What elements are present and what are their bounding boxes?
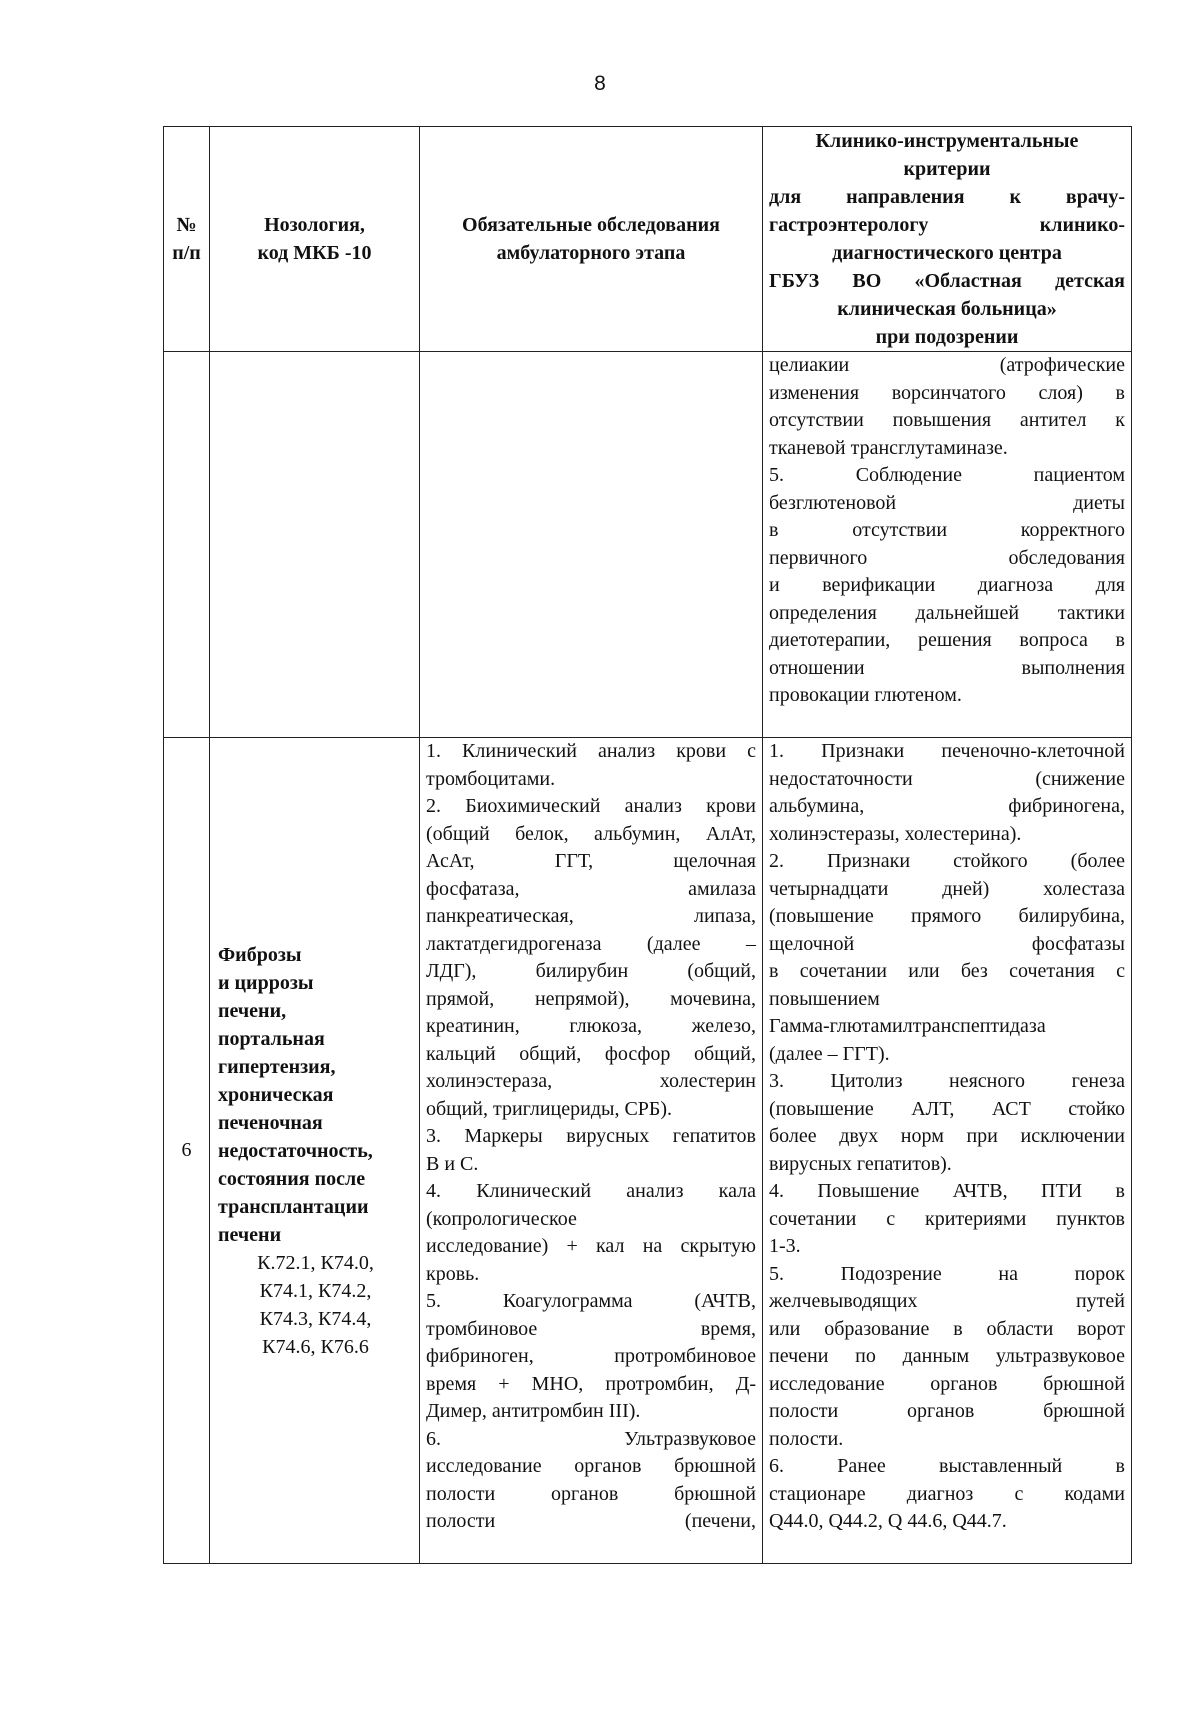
text-line: полости органов брюшной xyxy=(769,1400,1125,1422)
text-line: недостаточности (снижение xyxy=(769,767,1125,790)
text-line: ЛДГ), билирубин (общий, xyxy=(426,960,756,982)
text-line: (далее – ГГТ). xyxy=(769,1042,890,1065)
header-number-line: № xyxy=(176,214,197,236)
text-line: полости органов брюшной xyxy=(426,1482,756,1505)
text-line: 6. Ультразвуковое xyxy=(426,1427,756,1450)
text-line: 3. Цитолиз неясного генеза xyxy=(769,1070,1125,1092)
text-line: исследование органов брюшной xyxy=(769,1372,1125,1395)
criteria-table xyxy=(163,126,1132,1564)
text-line: К74.6, К76.6 xyxy=(262,1335,369,1358)
header-exams-line: Обязательные обследования xyxy=(462,214,720,236)
header-criteria-line: клиническая больница» xyxy=(837,298,1057,320)
text-line: исследование) + кал на скрытую xyxy=(426,1235,756,1257)
text-line: В и С. xyxy=(426,1152,479,1175)
text-line: 5. Подозрение на порок xyxy=(769,1262,1125,1285)
header-nosology-line: Нозология, xyxy=(264,214,365,236)
text-line: общий, триглицериды, СРБ). xyxy=(426,1097,673,1120)
text-line: Гамма-глютамилтранспептидаза xyxy=(769,1015,1046,1037)
text-line: более двух норм при исключении xyxy=(769,1125,1125,1147)
text-line: Фиброзы xyxy=(218,943,302,966)
text-line: портальная xyxy=(218,1027,325,1050)
cell-criteria-continuation xyxy=(763,352,1132,738)
text-line: недостаточность, xyxy=(218,1139,373,1162)
header-exams-line: амбулаторного этапа xyxy=(496,242,686,264)
text-line: 1-3. xyxy=(769,1235,801,1257)
text-line: Q44.0, Q44.2, Q 44.6, Q44.7. xyxy=(769,1510,1007,1532)
text-line: вирусных гепатитов). xyxy=(769,1152,952,1175)
text-line: тканевой трансглутаминазе. xyxy=(769,436,1008,459)
text-line: (повышение АЛТ, АСТ стойко xyxy=(769,1097,1125,1120)
text-line: 1. Признаки печеночно-клеточной xyxy=(769,740,1125,762)
text-line: хроническая xyxy=(218,1083,334,1106)
header-criteria-line: для направления к врачу- xyxy=(769,186,1125,208)
header-criteria-line: Клинико-инструментальные xyxy=(815,130,1079,152)
text-line: 2. Биохимический анализ крови xyxy=(426,795,756,817)
text-line: панкреатическая, липаза, xyxy=(426,905,756,927)
text-line: 3. Маркеры вирусных гепатитов xyxy=(426,1125,756,1147)
text-line: тромбиновое время, xyxy=(426,1317,756,1340)
table-header-row xyxy=(164,127,1132,352)
cell-exams xyxy=(420,738,763,1564)
text-line: 5. Соблюдение пациентом xyxy=(769,464,1125,486)
cell-number-empty xyxy=(164,352,210,738)
text-line: кровь. xyxy=(426,1262,480,1285)
text-line: полости. xyxy=(769,1427,844,1450)
text-line: печени xyxy=(218,1223,282,1246)
text-line: повышением xyxy=(769,987,880,1010)
cell-criteria xyxy=(763,738,1132,1564)
text-line: АсАт, ГГТ, щелочная xyxy=(426,850,756,872)
text-line: и циррозы xyxy=(218,971,314,994)
text-line: щелочной фосфатазы xyxy=(769,932,1125,955)
page-number: 8 xyxy=(594,72,606,95)
cell-nosology xyxy=(210,738,420,1564)
text-line: провокации глютеном. xyxy=(769,684,962,706)
text-line: Димер, антитромбин III). xyxy=(426,1400,641,1422)
criteria-text-block xyxy=(769,738,1125,1536)
header-criteria-line: при подозрении xyxy=(875,326,1019,348)
text-line: желчевыводящих путей xyxy=(769,1290,1125,1312)
text-line: К74.1, К74.2, xyxy=(259,1279,372,1302)
exams-text-block xyxy=(426,738,756,1536)
header-criteria-line: диагностического центра xyxy=(832,242,1062,264)
text-line: альбумина, фибриногена, xyxy=(769,795,1125,817)
text-line: сочетании с критериями пунктов xyxy=(769,1207,1125,1230)
text-line: холинэстеразы, холестерина). xyxy=(769,822,1022,845)
text-line: холинэстераза, холестерин xyxy=(426,1070,756,1092)
header-criteria-line: критерии xyxy=(903,158,991,180)
icd-codes-block xyxy=(218,1249,413,1361)
text-line: печени, xyxy=(218,999,287,1022)
text-line: в сочетании или без сочетания с xyxy=(769,960,1125,982)
text-line: первичного обследования xyxy=(769,546,1125,569)
header-criteria-line: ГБУЗ ВО «Областная детская xyxy=(769,270,1125,292)
nosology-name-block xyxy=(218,941,413,1249)
header-exams xyxy=(420,127,763,352)
text-line: четырнадцати дней) холестаза xyxy=(769,877,1125,900)
text-line: (копрологическое xyxy=(426,1207,577,1230)
text-line: стационаре диагноз с кодами xyxy=(769,1482,1125,1505)
header-number-line: п/п xyxy=(172,242,201,264)
text-line: креатинин, глюкоза, железо, xyxy=(426,1015,756,1037)
text-line: отношении выполнения xyxy=(769,656,1125,679)
text-line: 4. Клинический анализ кала xyxy=(426,1180,756,1202)
text-line: диетотерапии, решения вопроса в xyxy=(769,629,1125,651)
text-line: состояния после xyxy=(218,1167,366,1190)
text-line: 4. Повышение АЧТВ, ПТИ в xyxy=(769,1180,1125,1202)
text-line: фосфатаза, амилаза xyxy=(426,877,756,900)
text-line: целиакии (атрофические xyxy=(769,354,1125,376)
criteria-text-block xyxy=(769,352,1125,710)
text-line: определения дальнейшей тактики xyxy=(769,601,1125,624)
text-line: кальций общий, фосфор общий, xyxy=(426,1042,756,1065)
cell-row-number: 6 xyxy=(164,738,210,1564)
text-line: печени по данным ультразвуковое xyxy=(769,1345,1125,1367)
text-line: 6. Ранее выставленный в xyxy=(769,1455,1125,1477)
text-line: (общий белок, альбумин, АлАт, xyxy=(426,822,756,845)
text-line: трансплантации xyxy=(218,1195,369,1218)
text-line: полости (печени, xyxy=(426,1510,756,1532)
text-line: изменения ворсинчатого слоя) в xyxy=(769,381,1125,404)
text-line: отсутствии повышения антител к xyxy=(769,409,1125,431)
text-line: или образование в области ворот xyxy=(769,1317,1125,1340)
text-line: время + МНО, протромбин, Д- xyxy=(426,1372,756,1395)
text-line: исследование органов брюшной xyxy=(426,1455,756,1477)
text-line: К74.3, К74.4, xyxy=(259,1307,372,1330)
text-line: 1. Клинический анализ крови с xyxy=(426,740,756,762)
header-criteria-line: гастроэнтерологу клинико- xyxy=(769,214,1125,236)
text-line: в отсутствии корректного xyxy=(769,519,1125,541)
text-line: 5. Коагулограмма (АЧТВ, xyxy=(426,1290,756,1312)
cell-nosology-empty xyxy=(210,352,420,738)
text-line: печеночная xyxy=(218,1111,323,1134)
cell-exams-empty xyxy=(420,352,763,738)
text-line: гипертензия, xyxy=(218,1055,336,1078)
text-line: фибриноген, протромбиновое xyxy=(426,1345,756,1367)
text-line: тромбоцитами. xyxy=(426,767,556,790)
table-row-6 xyxy=(164,738,1132,1564)
text-line: (повышение прямого билирубина, xyxy=(769,905,1125,927)
header-nosology xyxy=(210,127,420,352)
header-number xyxy=(164,127,210,352)
text-line: К.72.1, К74.0, xyxy=(257,1251,374,1274)
table-row-continuation xyxy=(164,352,1132,738)
header-criteria xyxy=(763,127,1132,352)
header-nosology-line: код МКБ -10 xyxy=(257,242,372,264)
text-line: 2. Признаки стойкого (более xyxy=(769,850,1125,872)
text-line: и верификации диагноза для xyxy=(769,574,1125,596)
text-line: прямой, непрямой), мочевина, xyxy=(426,987,756,1010)
text-line: лактатдегидрогеназа (далее – xyxy=(426,932,756,955)
text-line: безглютеновой диеты xyxy=(769,491,1125,514)
